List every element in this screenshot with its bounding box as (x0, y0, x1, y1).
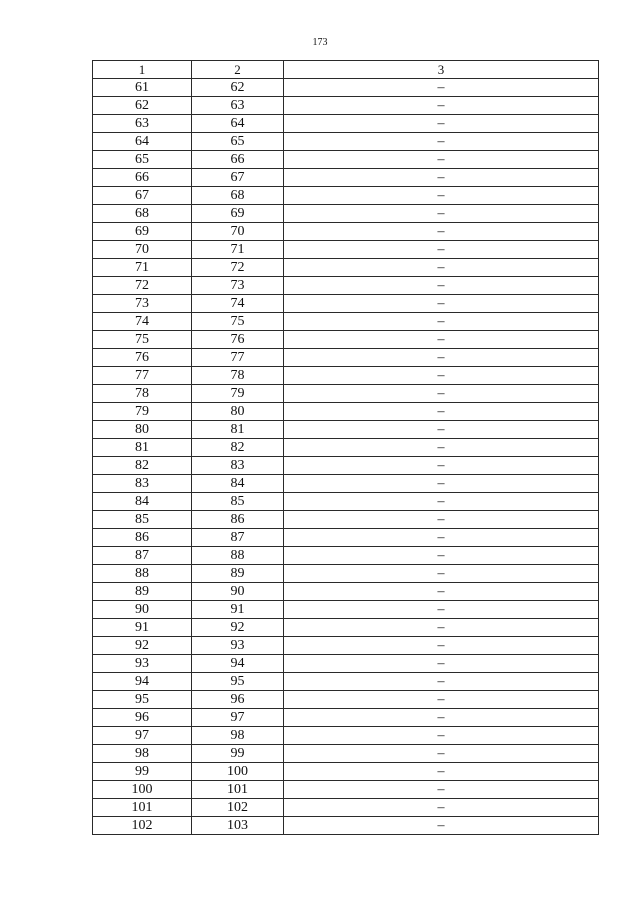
table-row (93, 187, 599, 205)
table-row (93, 259, 599, 277)
table-cell-col-2: 87 (192, 529, 284, 547)
table-cell-col-3: – (284, 295, 599, 313)
table-cell-col-2: 86 (192, 511, 284, 529)
table-row (93, 547, 599, 565)
table-row (93, 349, 599, 367)
table-cell-col-2: 78 (192, 367, 284, 385)
table-cell-col-2: 82 (192, 439, 284, 457)
table-row (93, 673, 599, 691)
table-cell-col-3: – (284, 547, 599, 565)
table-cell-col-3: – (284, 565, 599, 583)
table-cell-col-1: 93 (93, 655, 192, 673)
column-header-2: 2 (192, 61, 284, 79)
page-number: 173 (312, 37, 328, 48)
table-cell-col-3: – (284, 529, 599, 547)
table-cell-col-1: 75 (93, 331, 192, 349)
table-cell-col-1: 72 (93, 277, 192, 295)
table-row (93, 151, 599, 169)
table-cell-col-1: 64 (93, 133, 192, 151)
table-row (93, 169, 599, 187)
table-cell-col-2: 97 (192, 709, 284, 727)
table-cell-col-3: – (284, 133, 599, 151)
table-cell-col-1: 102 (93, 817, 192, 835)
table-row (93, 583, 599, 601)
table-row (93, 295, 599, 313)
table-cell-col-1: 78 (93, 385, 192, 403)
table-row (93, 691, 599, 709)
table-cell-col-3: – (284, 601, 599, 619)
table-row (93, 745, 599, 763)
table-cell-col-1: 79 (93, 403, 192, 421)
table-row (93, 439, 599, 457)
table-cell-col-3: – (284, 691, 599, 709)
table-header (93, 61, 599, 79)
table-cell-col-3: – (284, 421, 599, 439)
table-row (93, 241, 599, 259)
table-cell-col-1: 86 (93, 529, 192, 547)
table-cell-col-3: – (284, 457, 599, 475)
table-cell-col-3: – (284, 259, 599, 277)
table-cell-col-3: – (284, 403, 599, 421)
table-row (93, 655, 599, 673)
table-cell-col-2: 66 (192, 151, 284, 169)
table-cell-col-2: 95 (192, 673, 284, 691)
table-cell-col-3: – (284, 511, 599, 529)
table-cell-col-1: 65 (93, 151, 192, 169)
table-row (93, 529, 599, 547)
table-cell-col-2: 74 (192, 295, 284, 313)
table-cell-col-3: – (284, 709, 599, 727)
table-cell-col-3: – (284, 97, 599, 115)
table-cell-col-1: 88 (93, 565, 192, 583)
table-cell-col-1: 83 (93, 475, 192, 493)
table-cell-col-2: 65 (192, 133, 284, 151)
table-cell-col-3: – (284, 781, 599, 799)
table-row (93, 115, 599, 133)
table-row (93, 457, 599, 475)
table-cell-col-3: – (284, 115, 599, 133)
table-cell-col-2: 91 (192, 601, 284, 619)
table-cell-col-2: 63 (192, 97, 284, 115)
table-cell-col-1: 63 (93, 115, 192, 133)
table-cell-col-3: – (284, 151, 599, 169)
table-cell-col-3: – (284, 583, 599, 601)
table-cell-col-1: 82 (93, 457, 192, 475)
table-cell-col-3: – (284, 475, 599, 493)
table-cell-col-2: 101 (192, 781, 284, 799)
table-cell-col-1: 96 (93, 709, 192, 727)
table-cell-col-2: 81 (192, 421, 284, 439)
table-cell-col-1: 61 (93, 79, 192, 97)
table-cell-col-3: – (284, 745, 599, 763)
table-cell-col-3: – (284, 655, 599, 673)
table-cell-col-3: – (284, 727, 599, 745)
table-cell-col-1: 68 (93, 205, 192, 223)
table-cell-col-3: – (284, 205, 599, 223)
table-cell-col-1: 99 (93, 763, 192, 781)
table-cell-col-2: 85 (192, 493, 284, 511)
table-cell-col-3: – (284, 817, 599, 835)
table-cell-col-1: 95 (93, 691, 192, 709)
table-cell-col-1: 98 (93, 745, 192, 763)
data-table (92, 60, 599, 835)
table-cell-col-1: 91 (93, 619, 192, 637)
table-cell-col-1: 94 (93, 673, 192, 691)
table-cell-col-2: 72 (192, 259, 284, 277)
table-cell-col-3: – (284, 367, 599, 385)
table-cell-col-3: – (284, 673, 599, 691)
table-cell-col-2: 96 (192, 691, 284, 709)
table-cell-col-2: 103 (192, 817, 284, 835)
table-cell-col-1: 101 (93, 799, 192, 817)
table-cell-col-3: – (284, 313, 599, 331)
table-row (93, 799, 599, 817)
table-cell-col-2: 84 (192, 475, 284, 493)
table-cell-col-2: 93 (192, 637, 284, 655)
table-cell-col-3: – (284, 385, 599, 403)
table-cell-col-2: 90 (192, 583, 284, 601)
table-row (93, 421, 599, 439)
table-row (93, 709, 599, 727)
table-row (93, 565, 599, 583)
table-cell-col-2: 88 (192, 547, 284, 565)
table-row (93, 277, 599, 295)
table-cell-col-2: 77 (192, 349, 284, 367)
table-body (93, 79, 599, 835)
table-cell-col-3: – (284, 331, 599, 349)
table-cell-col-1: 85 (93, 511, 192, 529)
table-row (93, 367, 599, 385)
column-header-1: 1 (93, 61, 192, 79)
table-cell-col-2: 62 (192, 79, 284, 97)
table-cell-col-3: – (284, 79, 599, 97)
table-row (93, 403, 599, 421)
table-cell-col-3: – (284, 763, 599, 781)
table-row (93, 133, 599, 151)
table-cell-col-3: – (284, 277, 599, 295)
table-row (93, 223, 599, 241)
table-row (93, 619, 599, 637)
table-cell-col-1: 80 (93, 421, 192, 439)
table-row (93, 781, 599, 799)
table-cell-col-2: 64 (192, 115, 284, 133)
table-cell-col-1: 71 (93, 259, 192, 277)
column-header-3: 3 (284, 61, 599, 79)
table-cell-col-3: – (284, 439, 599, 457)
table-row (93, 493, 599, 511)
table-row (93, 97, 599, 115)
table-cell-col-1: 92 (93, 637, 192, 655)
table-cell-col-2: 69 (192, 205, 284, 223)
table-row (93, 331, 599, 349)
table-cell-col-1: 77 (93, 367, 192, 385)
table-cell-col-2: 102 (192, 799, 284, 817)
table-cell-col-3: – (284, 223, 599, 241)
table-cell-col-1: 69 (93, 223, 192, 241)
table-row (93, 727, 599, 745)
table-cell-col-2: 94 (192, 655, 284, 673)
table-cell-col-2: 76 (192, 331, 284, 349)
table-cell-col-2: 92 (192, 619, 284, 637)
table-cell-col-2: 83 (192, 457, 284, 475)
table-cell-col-3: – (284, 637, 599, 655)
table-cell-col-2: 89 (192, 565, 284, 583)
table-cell-col-3: – (284, 349, 599, 367)
table-cell-col-3: – (284, 493, 599, 511)
table-cell-col-1: 81 (93, 439, 192, 457)
table-cell-col-2: 75 (192, 313, 284, 331)
table-cell-col-2: 80 (192, 403, 284, 421)
table-cell-col-2: 68 (192, 187, 284, 205)
table-cell-col-3: – (284, 799, 599, 817)
table-row (93, 637, 599, 655)
table-row (93, 79, 599, 97)
table-cell-col-2: 71 (192, 241, 284, 259)
table-cell-col-2: 99 (192, 745, 284, 763)
table-cell-col-1: 97 (93, 727, 192, 745)
table-cell-col-2: 67 (192, 169, 284, 187)
table-cell-col-1: 70 (93, 241, 192, 259)
table-cell-col-1: 74 (93, 313, 192, 331)
table-row (93, 817, 599, 835)
table-cell-col-3: – (284, 169, 599, 187)
table-cell-col-2: 100 (192, 763, 284, 781)
table-cell-col-1: 100 (93, 781, 192, 799)
table-cell-col-1: 66 (93, 169, 192, 187)
table-cell-col-2: 79 (192, 385, 284, 403)
table-row (93, 763, 599, 781)
table-cell-col-2: 73 (192, 277, 284, 295)
table-cell-col-1: 90 (93, 601, 192, 619)
table-cell-col-1: 76 (93, 349, 192, 367)
table-cell-col-1: 62 (93, 97, 192, 115)
table-cell-col-2: 70 (192, 223, 284, 241)
table-cell-col-2: 98 (192, 727, 284, 745)
table-row (93, 385, 599, 403)
table-row (93, 475, 599, 493)
table-row (93, 205, 599, 223)
table-cell-col-1: 73 (93, 295, 192, 313)
table-cell-col-1: 89 (93, 583, 192, 601)
table-row (93, 511, 599, 529)
table-cell-col-3: – (284, 241, 599, 259)
table-cell-col-1: 87 (93, 547, 192, 565)
table-row (93, 313, 599, 331)
table-cell-col-1: 67 (93, 187, 192, 205)
header-row (93, 61, 599, 79)
table-row (93, 601, 599, 619)
table-cell-col-3: – (284, 619, 599, 637)
table-cell-col-1: 84 (93, 493, 192, 511)
table-cell-col-3: – (284, 187, 599, 205)
